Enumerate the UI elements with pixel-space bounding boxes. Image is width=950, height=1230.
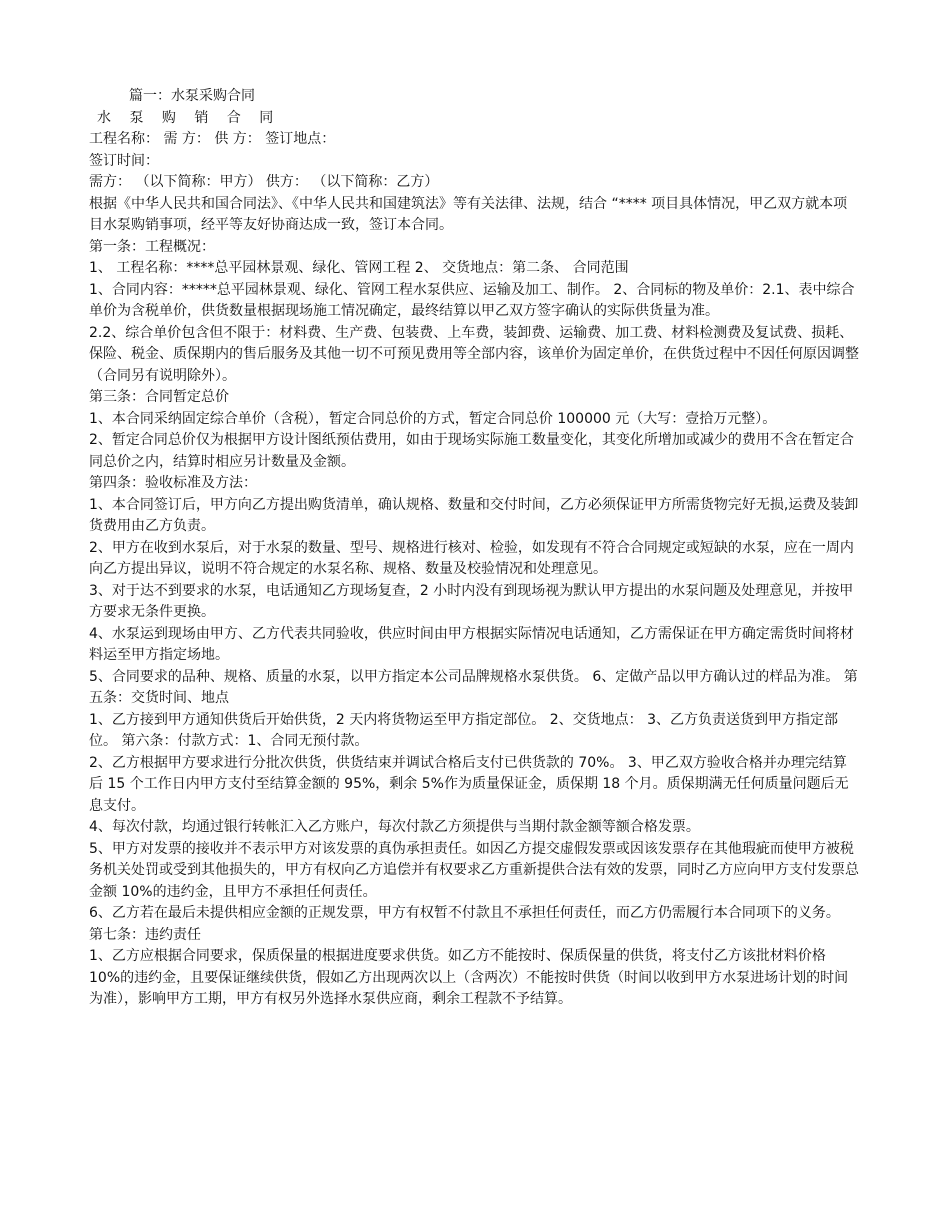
article-4-title: 第四条：验收标准及方法： [89,475,257,491]
article-4-paragraph: 1、本合同签订后，甲方向乙方提出购货清单，确认规格、数量和交付时间，乙方必须保证甲方所需货物完好无损,运费及装卸货费用由乙方负责。 [89,496,859,534]
article-4-paragraph: 5、合同要求的品种、规格、质量的水泵，以甲方指定本公司品牌规格水泵供货。 6、定做产品以甲方确认过的样品为准。 第五条：交货时间、地点 [89,668,858,706]
article-4-paragraph: 2、甲方在收到水泵后，对于水泵的数量、型号、规格进行核对、检验，如发现有不符合合同规定或短缺的水泵，应在一周内向乙方提出异议，说明不符合规定的水泵名称、规格、数量及校验情况和处理意见。 [89,539,854,577]
article-6-paragraph: 2、乙方根据甲方要求进行分批次供货，供货结束并调试合格后支付已供货款的 70%。 3、甲乙双方验收合格并办理完结算后 15 个工作日内甲方支付至结算金额的 95%，剩余 5%作为质量保证金，质保期 18 个月。质保期满无任何质量问题后无息支付。 [89,754,849,814]
project-fields: 工程名称： 需 方： 供 方： 签订地点： [89,131,336,147]
article-2-paragraph: 1、合同内容：*****总平园林景观、绿化、管网工程水泵供应、运输及加工、制作。 2、合同标的物及单价：2.1、表中综合单价为含税单价，供货数量根据现场施工情况确定，最终结算以甲乙双方签字确认的实际供货量为准。 [89,281,855,319]
preamble: 根据《中华人民共和国合同法》、《中华人民共和国建筑法》等有关法律、法规，结合 “**** 项目具体情况，甲乙双方就本项目水泵购销事项，经平等友好协商达成一致，签订本合同。 [89,195,848,233]
sign-time: 签订时间： [89,152,159,169]
article-3-title: 第三条：合同暂定总价 [89,389,229,405]
article-7-paragraph: 1、乙方应根据合同要求，保质保量的根据进度要求供货。如乙方不能按时、保质保量的供货，将支付乙方该批材料价格 10%的违约金，且要保证继续供货，假如乙方出现两次以上（含两次）不能按时供货（时间以收到甲方水泵进场计划的时间为准），影响甲方工期，甲方有权另外选择水泵供应商，剩余工程款不予结算。 [89,948,849,1007]
article-3-paragraph: 1、本合同采纳固定综合单价（含税），暂定合同总价的方式，暂定合同总价 100000 元（大写：壹拾万元整）。 [89,410,777,427]
article-1-paragraph: 1、 工程名称：****总平园林景观、绿化、管网工程 2、 交货地点：第二条、 合同范围 [89,260,629,276]
parties: 需方： （以下简称：甲方） 供方： （以下简称：乙方） [89,174,439,190]
article-6-paragraph: 5、甲方对发票的接收并不表示甲方对该发票的真伪承担责任。如因乙方提交虚假发票或因该发票存在其他瑕疵而使甲方被税务机关处罚或受到其他损失的，甲方有权向乙方追偿并有权要求乙方重新提供合法有效的发票，同时乙方应向甲方支付发票总金额 10%的违约金，且甲方不承担任何责任。 [89,840,859,900]
document-title: 篇一：水泵采购合同 [129,88,255,104]
contract-subtitle: 水 泵 购 销 合 同 [97,109,281,126]
article-4-paragraph: 4、水泵运到现场由甲方、乙方代表共同验收，供应时间由甲方根据实际情况电话通知，乙方需保证在甲方确定需货时间将材料运至甲方指定场地。 [89,625,854,663]
article-1-title: 第一条：工程概况： [89,238,215,255]
article-6-paragraph: 4、每次付款，均通过银行转帐汇入乙方账户，每次付款乙方须提供与当期付款金额等额合格发票。 [89,819,700,835]
article-3-paragraph: 2、暂定合同总价仅为根据甲方设计图纸预估费用，如由于现场实际施工数量变化，其变化所增加或减少的费用不含在暂定合同总价之内，结算时相应另计数量及金额。 [89,432,854,470]
article-7-title: 第七条：违约责任 [89,926,201,943]
article-4-paragraph: 3、对于达不到要求的水泵，电话通知乙方现场复查，2 小时内没有到现场视为默认甲方提出的水泵问题及处理意见，并按甲方要求无条件更换。 [89,582,854,620]
article-2-paragraph: 2.2、综合单价包含但不限于：材料费、生产费、包装费、上车费，装卸费、运输费、加工费、材料检测费及复试费、损耗、保险、税金、质保期内的售后服务及其他一切不可预见费用等全部内容，该单价为固定单价，在供货过程中不因任何原因调整（合同另有说明除外）。 [89,324,859,384]
article-6-paragraph: 6、乙方若在最后未提供相应金额的正规发票，甲方有权暂不付款且不承担任何责任，而乙方仍需履行本合同项下的义务。 [89,905,840,921]
contract-document [89,86,859,1011]
article-5-paragraph: 1、乙方接到甲方通知供货后开始供货，2 天内将货物运至甲方指定部位。 2、交货地点： 3、乙方负责送货到甲方指定部位。 第六条：付款方式：1、合同无预付款。 [89,711,838,749]
